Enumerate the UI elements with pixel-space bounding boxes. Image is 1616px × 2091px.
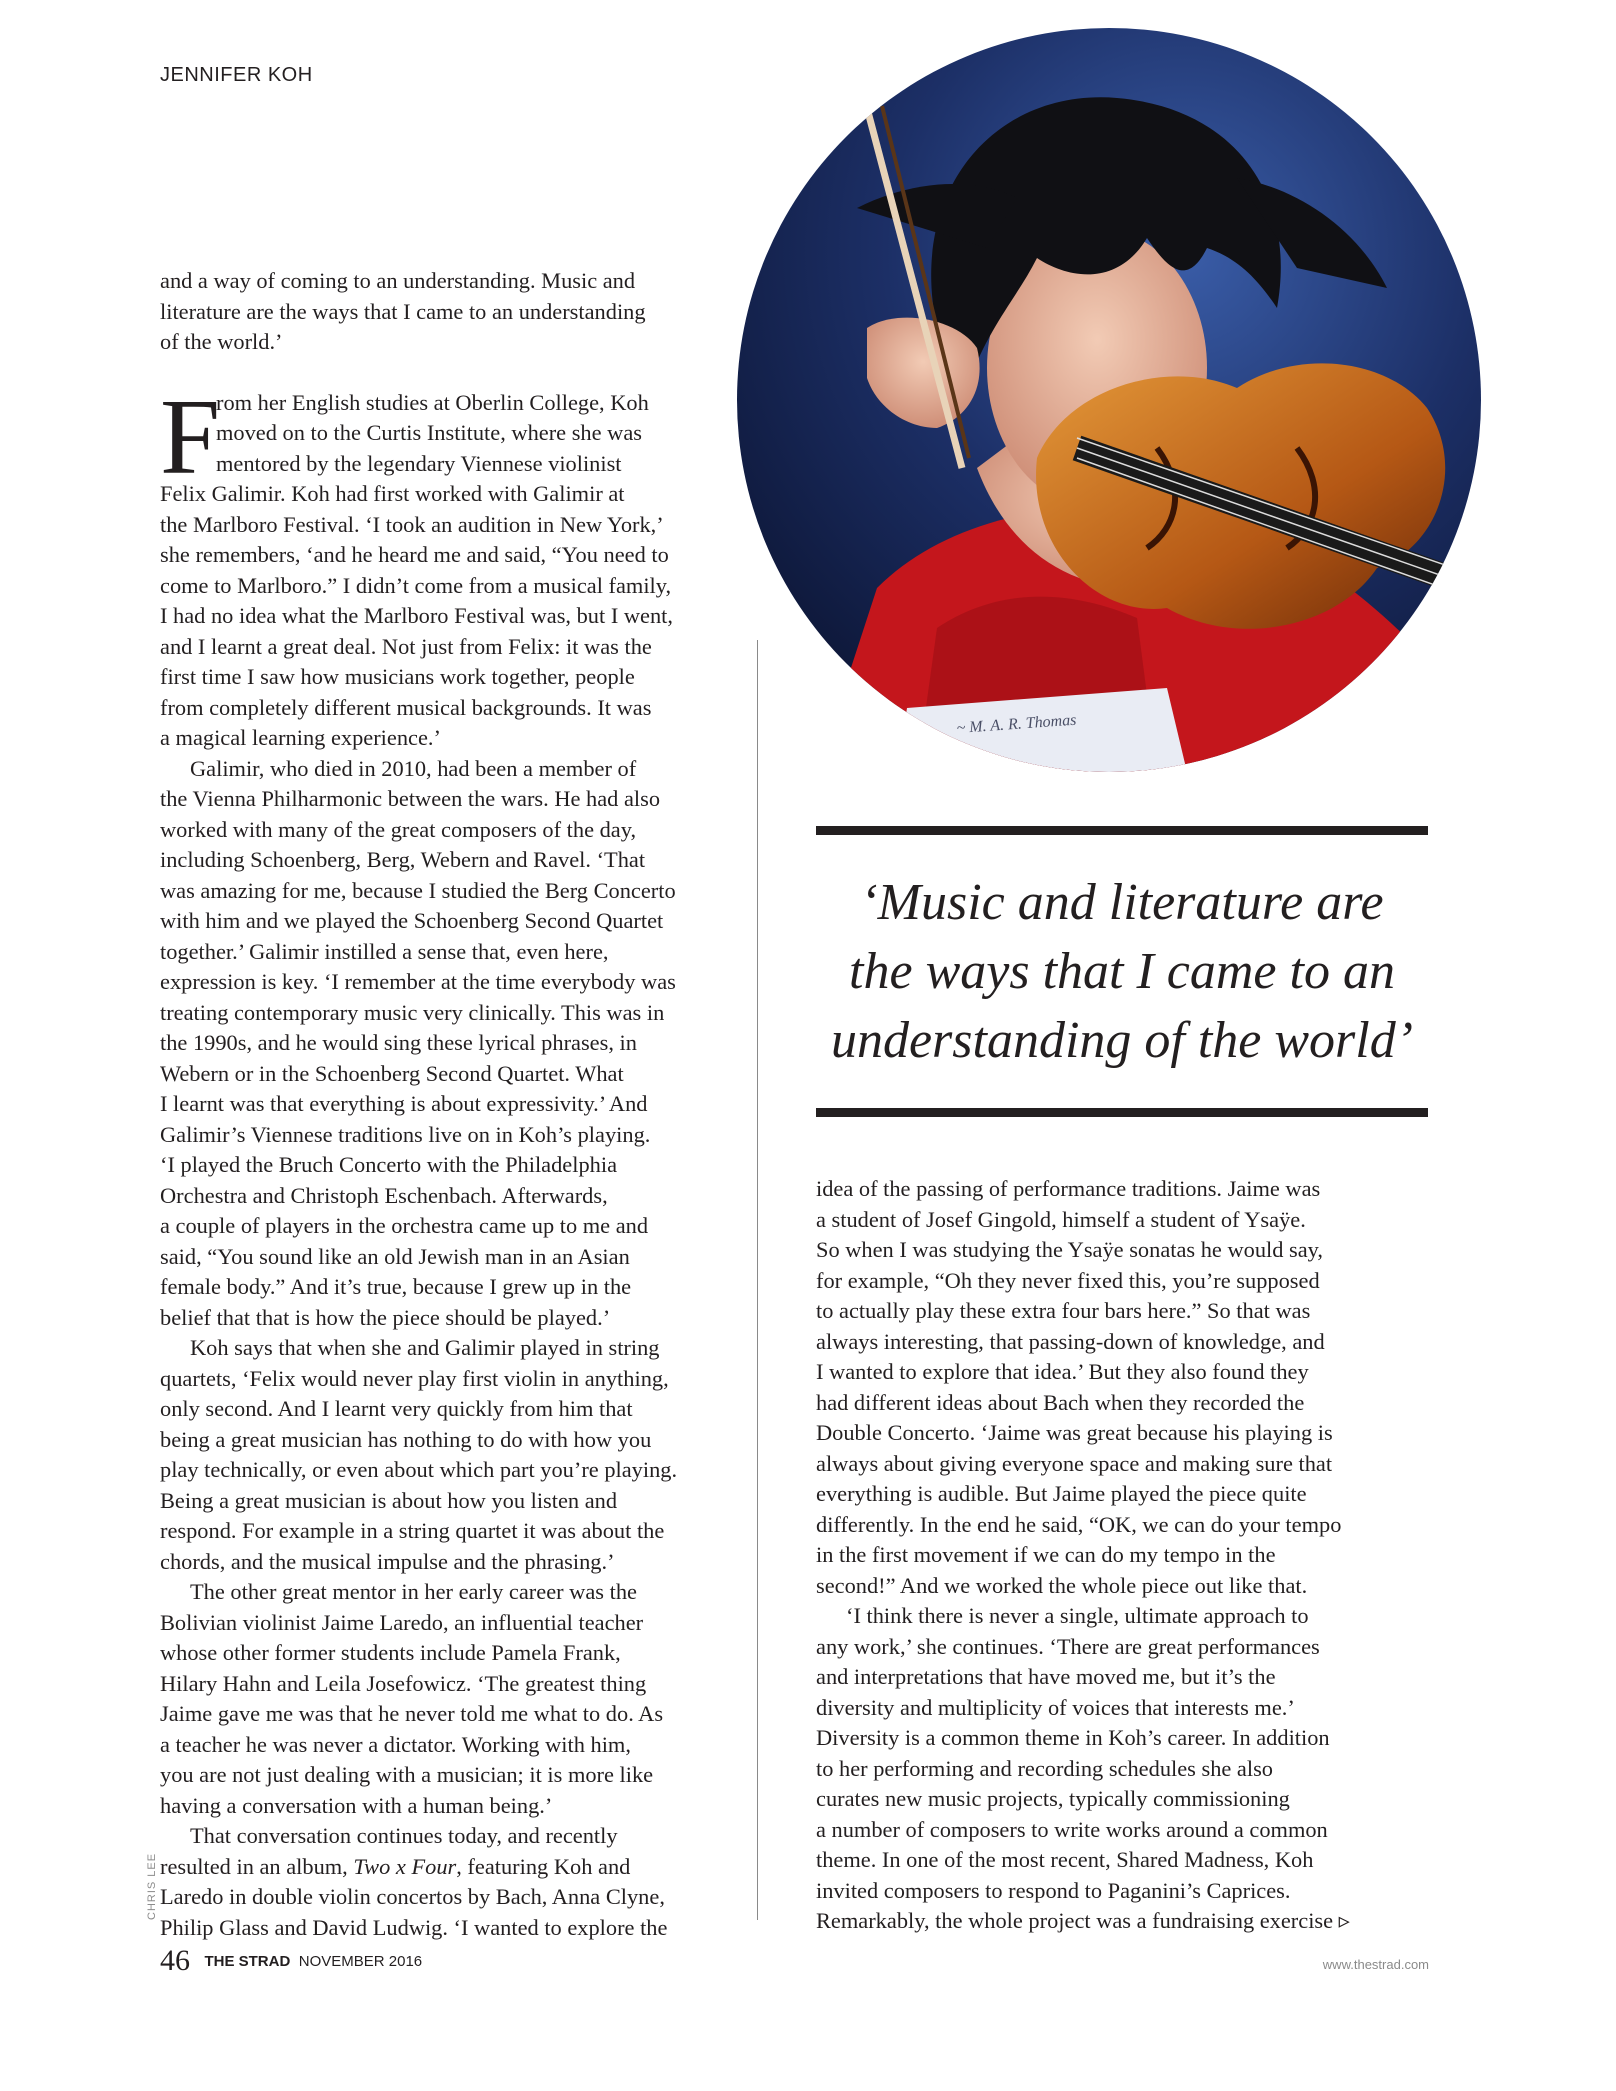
pull-quote-bottom-rule — [816, 1108, 1428, 1117]
left-column — [160, 266, 705, 1943]
paragraph-6: That conversation continues today, and recently resulted in an album, Two x Four, featuring Koh and Laredo in double violin concertos by Bach, Anna Clyne, Philip Glass and David Ludwig. ‘I wanted to explore the — [160, 1823, 668, 1940]
pull-quote: ‘Music and literature are the ways that I came to an understanding of the world’ — [830, 874, 1414, 1069]
page-number: 46 — [160, 1944, 190, 1977]
running-head: JENNIFER KOH — [160, 64, 313, 86]
paragraph-8: ‘I think there is never a single, ultimate approach to any work,’ she continues. ‘There are great performances and interpretations that have moved me, but it’s the diversity and multiplicity of voices that interests me.’ Diversity is a common theme in Koh’s career. In addition to her performing and recording schedules she also curates new music projects, typically commissioning a number of composers to write works around a common theme. In one of the most recent, Shared Madness, Koh invited composers to respond to Paganini’s Caprices. Remarkably, the whole project was a fundraising exercise ▹ — [816, 1603, 1350, 1933]
album-title: Two x Four — [353, 1853, 457, 1879]
paragraph-2: F rom her English studies at Oberlin College, Koh moved on to the Curtis Institute, where she was mentored by the legendary Viennese violinist Felix Galimir. Koh had first worked with Galimir at the Marlboro Festival. ‘I took an audition in New York,’ she remembers, ‘and he heard me and said, “You need to come to Marlboro.” I didn’t come from a musical family, I had no idea what the Marlboro Festival was, but I went, and I learnt a great deal. Not just from Felix: it was the first time I saw how musicians work together, people from completely different musical backgrounds. It was a magical learning experience.’ — [160, 377, 673, 750]
paragraph-4: Koh says that when she and Galimir played in string quartets, ‘Felix would never play first violin in anything, only second. And I learnt very quickly from him that being a great musician has nothing to do with how you play technically, or even about which part you’re playing. Being a great musician is about how you listen and respond. For example in a string quartet it was about the chords, and the musical impulse and the phrasing.’ — [160, 1335, 678, 1574]
drop-cap: F — [160, 377, 221, 497]
column-divider — [757, 640, 758, 1920]
page-footer — [160, 1944, 422, 1978]
music-sheet-label: ~ M. A. R. Thomas — [956, 711, 1077, 737]
website-url: www.thestrad.com — [1322, 1957, 1429, 1972]
pull-quote-top-rule — [816, 826, 1428, 835]
violinist-photo — [737, 28, 1481, 772]
issue-date: NOVEMBER 2016 — [298, 1952, 423, 1970]
paragraph-3: Galimir, who died in 2010, had been a member of the Vienna Philharmonic between the wars. He had also worked with many of the great composers of the day, including Schoenberg, Berg, Webern and Ravel. ‘That was amazing for me, because I studied the Berg Concerto with him and we played the Schoenberg Second Quartet together.’ Galimir instilled a sense that, even here, expression is key. ‘I remember at the time everybody was treating contemporary music very clinically. This was in the 1990s, and he would sing these lyrical phrases, in Webern or in the Schoenberg Second Quartet. What I learnt was that everything is about expressivity.’ And Galimir’s Viennese traditions live on in Koh’s playing. ‘I played the Bruch Concerto with the Philadelphia Orchestra and Christoph Eschenbach. Afterwards, a couple of players in the orchestra came up to me and said, “You sound like an old Jewish man in an Asian female body.” And it’s true, because I grew up in the belief that that is how the piece should be played.’ — [160, 755, 676, 1330]
paragraph-1: and a way of coming to an understanding. Music and literature are the ways that I came to an understanding of the world.’ — [160, 268, 646, 354]
right-column — [816, 1174, 1361, 1937]
photo-credit: CHRIS LEE — [146, 1852, 158, 1920]
paragraph-7: idea of the passing of performance traditions. Jaime was a student of Josef Gingold, himself a student of Ysaÿe. So when I was studying the Ysaÿe sonatas he would say, for example, “Oh they never fixed this, you’re supposed to actually play these extra four bars here.” So that was always interesting, that passing-down of knowledge, and I wanted to explore that idea.’ But they also found they had different ideas about Bach when they recorded the Double Concerto. ‘Jaime was great because his playing is always about giving everyone space and making sure that everything is audible. But Jaime played the piece quite differently. In the end he said, “OK, we can do your tempo in the first movement if we can do my tempo in the second!” And we worked the whole piece out like that. — [816, 1176, 1342, 1598]
magazine-name: THE STRAD — [204, 1952, 291, 1970]
paragraph-5: The other great mentor in her early career was the Bolivian violinist Jaime Laredo, an influential teacher whose other former students include Pamela Frank, Hilary Hahn and Leila Josefowicz. ‘The greatest thing Jaime gave me was that he never told me what to do. As a teacher he was never a dictator. Working with him, you are not just dealing with a musician; it is more like having a conversation with a human being.’ — [160, 1579, 664, 1818]
